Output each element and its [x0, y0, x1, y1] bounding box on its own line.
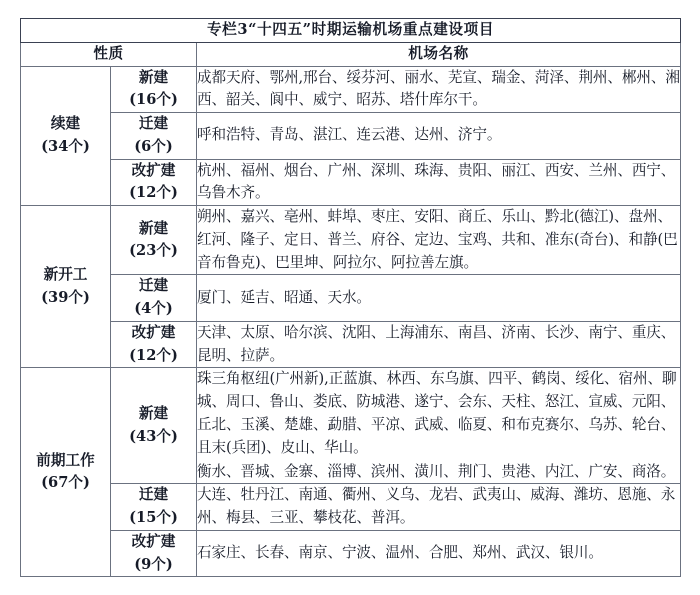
type-cell: [111, 368, 197, 484]
table-row: [21, 159, 681, 206]
type-count: (12个): [129, 346, 178, 364]
airport-list-cell: [197, 321, 681, 368]
table-header-row: [21, 42, 681, 66]
airport-list-cell: [197, 484, 681, 531]
airport-list-line: 呼和浩特、青岛、湛江、连云港、达州、济宁。: [197, 126, 502, 144]
airport-list-cell: [197, 275, 681, 322]
type-name: 新建: [138, 219, 169, 237]
airport-list-line: 厦门、延吉、昭通、天水。: [197, 288, 371, 306]
table-row: [21, 484, 681, 531]
category-count: (67个): [41, 474, 90, 492]
airport-list-cell: [197, 113, 681, 160]
type-name: 迁建: [138, 486, 169, 504]
table-row: [21, 368, 681, 484]
table-row: [21, 206, 681, 275]
airport-list-cell: [197, 159, 681, 206]
type-cell: [111, 275, 197, 322]
category-count: (39个): [41, 288, 90, 306]
table-row: [21, 530, 681, 577]
category-count: (34个): [41, 137, 90, 155]
type-count: (43个): [129, 427, 178, 445]
airport-list-line: 石家庄、长春、南京、宁波、温州、合肥、郑州、武汉、银川。: [197, 544, 603, 562]
type-name: 改扩建: [131, 161, 176, 179]
airport-list-cell: [197, 206, 681, 275]
airport-list-line: 杭州、福州、烟台、广州、深圳、珠海、贵阳、丽江、西安、兰州、西宁、乌鲁木齐。: [197, 161, 676, 202]
table-title: 专栏3“十四五”时期运输机场重点建设项目: [21, 19, 681, 43]
type-name: 改扩建: [131, 532, 176, 550]
airport-list-cell: [197, 530, 681, 577]
airport-projects-table: [20, 18, 681, 577]
type-cell: [111, 159, 197, 206]
type-name: 迁建: [138, 277, 169, 295]
category-name: 续建: [50, 115, 81, 133]
type-cell: [111, 321, 197, 368]
airport-list-line: 成都天府、鄂州,邢台、绥芬河、丽水、芜宣、瑞金、菏泽、荆州、郴州、湘西、韶关、阆中、威宁、昭苏、塔什库尔干。: [197, 68, 680, 109]
category-cell-preliminary-work: [21, 368, 111, 577]
type-cell: [111, 66, 197, 113]
airport-list-line: 珠三角枢纽(广州新),正蓝旗、林西、东乌旗、四平、鹤岗、绥化、宿州、聊城、周口、鲁山、娄底、防城港、遂宁、会东、天柱、怒江、宣威、元阳、丘北、玉溪、楚雄、勐腊、平凉、武威、临夏、和布克赛尔、乌苏、轮台、且末(兵团)、皮山、华山。: [197, 370, 677, 456]
type-cell: [111, 113, 197, 160]
type-name: 新建: [138, 68, 169, 86]
type-cell: [111, 530, 197, 577]
type-name: 改扩建: [131, 323, 176, 341]
airport-list-line: 朔州、嘉兴、亳州、蚌埠、枣庄、安阳、商丘、乐山、黔北(德江)、盘州、红河、隆子、定日、普兰、府谷、定边、宝鸡、共和、准东(奇台)、和静(巴音布鲁克)、巴里坤、阿拉尔、阿拉善左旗。: [197, 208, 678, 271]
header-airport-names: 机场名称: [197, 42, 681, 66]
type-cell: [111, 206, 197, 275]
type-count: (12个): [129, 184, 178, 202]
category-name: 前期工作: [36, 451, 95, 469]
table-title-row: [21, 19, 681, 43]
table-row: [21, 66, 681, 113]
type-count: (23个): [129, 242, 178, 260]
airport-list-line: 天津、太原、哈尔滨、沈阳、上海浦东、南昌、济南、长沙、南宁、重庆、昆明、拉萨。: [197, 323, 676, 364]
airport-list-cell: [197, 368, 681, 484]
table-row: [21, 275, 681, 322]
type-count: (6个): [134, 137, 173, 155]
type-count: (16个): [129, 91, 178, 109]
type-name: 新建: [138, 405, 169, 423]
type-count: (15个): [129, 509, 178, 527]
airport-list-line: 大连、牡丹江、南通、衢州、义乌、龙岩、武夷山、威海、潍坊、恩施、永州、梅县、三亚、攀枝花、普洱。: [197, 486, 676, 527]
type-name: 迁建: [138, 115, 169, 133]
type-cell: [111, 484, 197, 531]
table-row: [21, 321, 681, 368]
table-body: [21, 19, 681, 577]
table-row: [21, 113, 681, 160]
airport-list-cell: [197, 66, 681, 113]
category-cell-continued: [21, 66, 111, 206]
category-name: 新开工: [43, 266, 88, 284]
category-cell-new-construction: [21, 206, 111, 368]
type-count: (9个): [134, 555, 173, 573]
header-nature: 性质: [21, 42, 197, 66]
airport-list-line: 衡水、晋城、金寨、淄博、滨州、潢川、荆门、贵港、内江、广安、商洛。: [197, 462, 676, 480]
type-count: (4个): [134, 300, 173, 318]
